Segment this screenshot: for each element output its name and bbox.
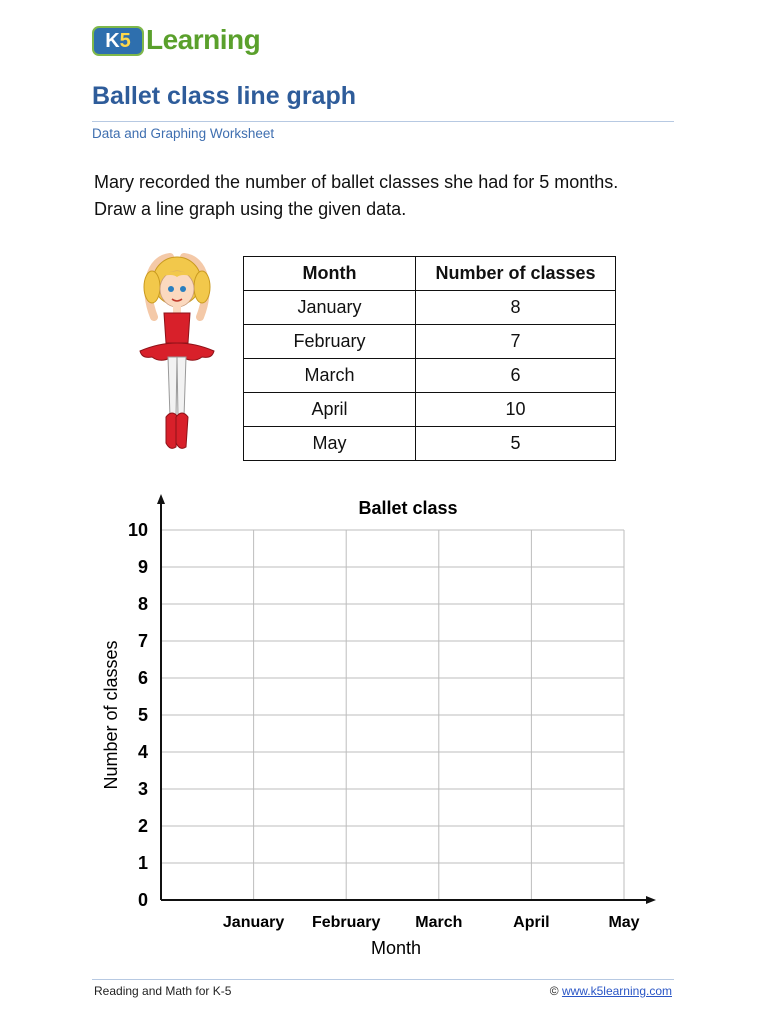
data-table (243, 256, 616, 461)
chart-grid (161, 530, 624, 900)
website-link[interactable]: www.k5learning.com (561, 984, 672, 998)
page-title: Ballet class line graph (92, 82, 356, 110)
table-cell-month: April (244, 393, 416, 427)
y-tick-label: 4 (137, 742, 148, 762)
y-axis-label: Number of classes (101, 640, 121, 790)
table-row (244, 325, 616, 359)
y-tick-label: 2 (137, 816, 148, 836)
instruction-line-2: Draw a line graph using the given data. (94, 199, 407, 219)
x-tick-label: January (222, 914, 285, 931)
footer-divider (92, 979, 674, 980)
y-tick-label: 10 (127, 520, 148, 540)
x-tick-label: May (608, 914, 640, 931)
k5-badge: K5 (92, 26, 144, 56)
table-row (244, 427, 616, 461)
header-divider (92, 121, 674, 122)
chart-axes (157, 494, 656, 904)
x-axis-label: Month (370, 938, 422, 958)
y-tick-label: 0 (137, 890, 148, 910)
table-cell-classes: 7 (416, 325, 616, 359)
instruction-line-1: Mary recorded the number of ballet classes she had for 5 months. (94, 172, 619, 192)
table-cell-classes: 6 (416, 359, 616, 393)
table-header-row (244, 257, 616, 291)
table-cell-classes: 10 (416, 393, 616, 427)
table-cell-classes: 5 (416, 427, 616, 461)
table-cell-classes: 8 (416, 291, 616, 325)
page-subtitle: Data and Graphing Worksheet (92, 126, 275, 141)
chart-title: Ballet class (358, 498, 458, 518)
y-tick-labels (128, 520, 148, 910)
copyright-symbol: © (549, 984, 559, 998)
ballerina-illustration (132, 247, 222, 462)
y-tick-label: 6 (137, 668, 148, 688)
table-cell-month: January (244, 291, 416, 325)
x-tick-labels (223, 914, 640, 931)
table-row (244, 359, 616, 393)
table-cell-month: March (244, 359, 416, 393)
x-tick-label: March (415, 914, 463, 931)
footer-credit (550, 984, 672, 998)
y-tick-label: 7 (137, 631, 148, 651)
x-tick-label: April (513, 914, 550, 931)
y-tick-label: 9 (137, 557, 148, 577)
k5-learning-logo (92, 18, 262, 64)
x-axis-arrow-icon (646, 896, 656, 904)
y-tick-label: 5 (137, 705, 148, 725)
y-axis-arrow-icon (157, 494, 165, 504)
logo-wordmark: Learning (146, 24, 261, 55)
y-tick-label: 3 (137, 779, 148, 799)
line-graph-chart (90, 490, 680, 970)
y-tick-label: 8 (137, 594, 148, 614)
footer-tagline: Reading and Math for K-5 (94, 984, 232, 998)
x-tick-label: February (311, 914, 381, 931)
table-cell-month: February (244, 325, 416, 359)
table-cell-month: May (244, 427, 416, 461)
column-header-month: Month (244, 257, 416, 291)
y-tick-label: 1 (137, 853, 148, 873)
table-row (244, 393, 616, 427)
column-header-classes: Number of classes (416, 257, 616, 291)
table-row (244, 291, 616, 325)
